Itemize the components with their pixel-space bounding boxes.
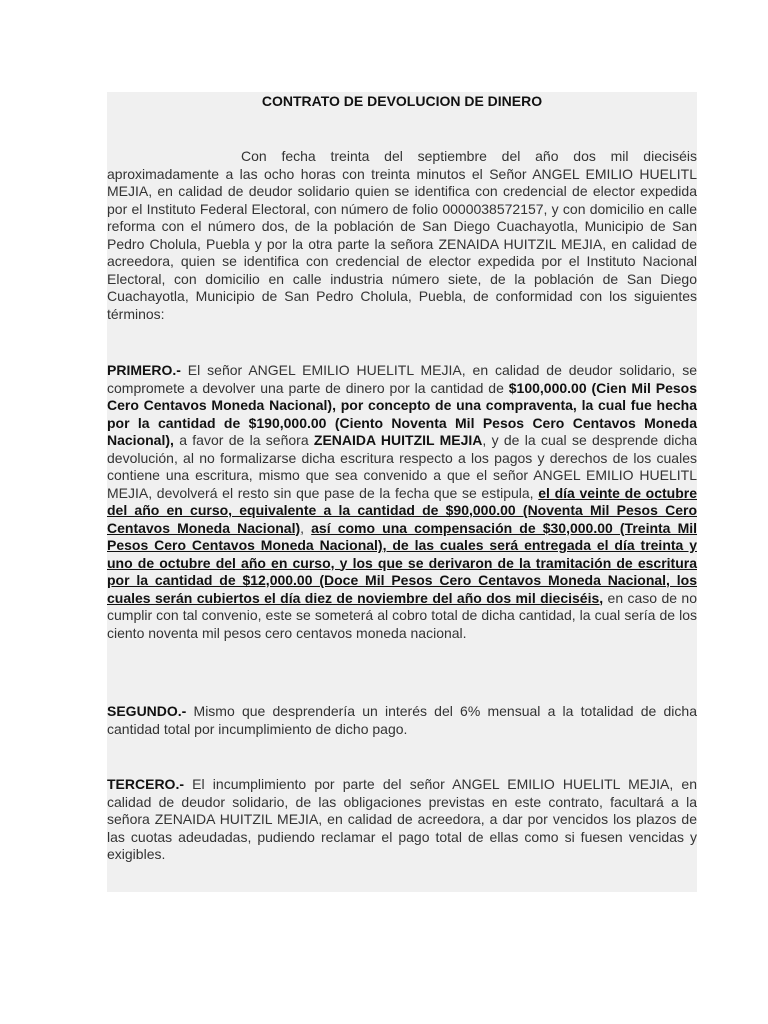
- clause-segundo: [107, 703, 697, 738]
- clause-segundo-heading: SEGUNDO.-: [107, 703, 187, 719]
- intro-text: Con fecha treinta del septiembre del año dos mil dieciséis aproximadamente a las ocho horas con treinta minutos el Señor ANGEL EMILIO HUELITL MEJIA, en calidad de deudor solidario quien se identifica con credencial de elector expedida por el Instituto Federal Electoral, con número de folio 0000038572157, y con domicilio en calle reforma con el número dos, de la población de San Diego Cuachayotla, Municipio de San Pedro Cholula, Puebla y por la otra parte la señora ZENAIDA HUITZIL MEJIA, en calidad de acreedora, quien se identifica con credencial de elector expedida por el Instituto Nacional Electoral, con domicilio en calle industria número siete, de la población de San Diego Cuachayotla, Municipio de San Pedro Cholula, Puebla, de conformidad con los siguientes términos:: [107, 148, 697, 322]
- document-page: [107, 92, 697, 892]
- clause-primero-underlined-date: el día veinte de octubre del año en curso, equivalente a la cantidad de $90,000.00 (Noventa Mil Pesos Cero Centavos Moneda Nacional): [107, 484, 697, 536]
- clause-primero-heading: PRIMERO.-: [107, 362, 181, 378]
- clause-primero-underlined-compensation: así como una compensación de $30,000.00 (Treinta Mil Pesos Cero Centavos Moneda Nacional), de las cuales será entregada el día treinta y uno de octubre del año en curso, y los que se derivaron de la tramitación de escritura por la cantidad de $12,000.00 (Doce Mil Pesos Cero Centavos Moneda Nacional, los cuales serán cubiertos el día diez de noviembre del año dos mil dieciséis,: [107, 519, 698, 606]
- clause-primero-text-3: , y de la cual se desprende dicha devolución, al no formalizarse dicha escritura respecto a los pagos y derechos de los cuales contiene una escritura, mismo que sea convenido a que el señor ANGEL EMILIO HUELITL MEJIA, devolverá el resto sin que pase de la fecha que se estipula,: [107, 432, 697, 501]
- contract-title: CONTRATO DE DEVOLUCION DE DINERO: [261, 93, 543, 109]
- intro-paragraph: [107, 148, 697, 323]
- clause-segundo-text: Mismo que desprendería un interés del 6% mensual a la totalidad de dicha cantidad total por incumplimiento de dicho pago.: [107, 703, 697, 737]
- clause-primero-text-2: a favor de la señora: [173, 432, 314, 448]
- clause-primero: [107, 362, 697, 642]
- clause-primero-bold-name: ZENAIDA HUITZIL MEJIA: [313, 432, 483, 448]
- clause-primero-text-5: en caso de no cumplir con tal convenio, este se someterá al cobro total de dicha cantidad, la cual sería de los ciento noventa mil pesos cero centavos moneda nacional.: [107, 589, 697, 641]
- clause-primero-text-4: ,: [300, 519, 312, 536]
- clause-primero-text-1: El señor ANGEL EMILIO HUELITL MEJIA, en calidad de deudor solidario, se compromete a devolver una parte de dinero por la cantidad de: [107, 362, 697, 396]
- clause-tercero-heading: TERCERO.-: [107, 776, 184, 792]
- clause-tercero-text: El incumplimiento por parte del señor ANGEL EMILIO HUELITL MEJIA, en calidad de deudor solidario, de las obligaciones previstas en este contrato, facultará a la señora ZENAIDA HUITZIL MEJIA, en calidad de acreedora, a dar por vencidos los plazos de las cuotas adeudadas, pudiendo reclamar el pago total de ellas como si fuesen vencidas y exigibles.: [107, 776, 697, 862]
- clause-tercero: [107, 776, 697, 864]
- clause-primero-bold-amount: $100,000.00 (Cien Mil Pesos Cero Centavos Moneda Nacional), por concepto de una compraventa, la cual fue hecha por la cantidad de $190,000.00 (Ciento Noventa Mil Pesos Cero Centavos Moneda Nacional),: [107, 379, 697, 448]
